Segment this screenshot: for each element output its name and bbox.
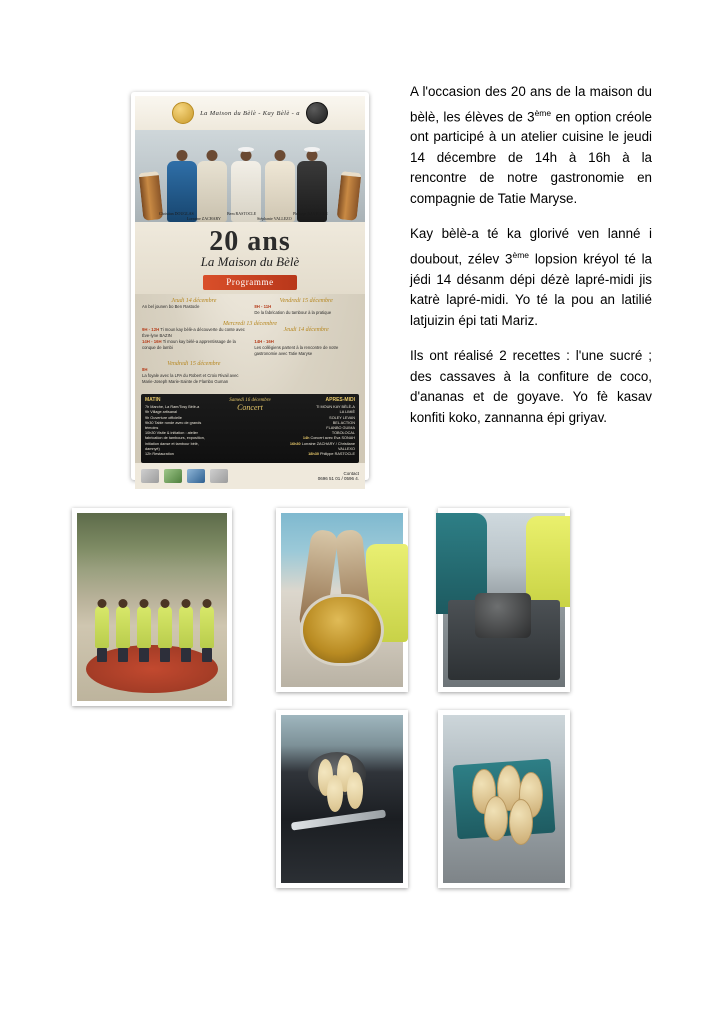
schedule-day-3-hour-2: 14H - 16H	[142, 339, 162, 344]
poster-schedule	[135, 294, 365, 391]
student-figure	[95, 606, 109, 648]
paragraph-2-post: lopsion kréyol té la jédi 14 désanm dépi dézè lapré-midi jis katrè lapré-midi. Yo té la pou an latilié latjuizin épi tati Mariz.	[410, 251, 653, 328]
photo-pot	[438, 508, 570, 692]
copper-bowl	[300, 594, 384, 666]
concert-morning-item-1: 7h Marche, La Ram/Tosy Bèlè-a	[145, 405, 200, 410]
paragraph-1-sup: ème	[534, 107, 552, 118]
photo-pan	[276, 710, 408, 888]
schedule-day-3-line-2: Ti moun kay bèlè-a apprentissage de la conque de lambi	[142, 339, 236, 350]
photo-bowl	[276, 508, 408, 692]
poster-programme-label: Programme	[203, 275, 297, 290]
photo-tray-image	[443, 715, 565, 883]
article-paragraph-1	[410, 82, 652, 209]
article-paragraph-2	[410, 224, 652, 331]
partner-logo-icon	[306, 102, 328, 124]
schedule-day-2-line-1: De la fabrication du tambour à la pratique	[254, 310, 332, 315]
poster-years-title: 20 ans	[209, 226, 291, 257]
schedule-day-3-line-1: Ti moun kay bèlè-a découverte du conte avec Éve-lyne BAZIN	[142, 327, 245, 338]
schedule-day-4-title: Jeudi 14 décembre	[283, 327, 329, 333]
cassave-cake	[347, 772, 363, 809]
schedule-day-2-title: Vendredi 15 décembre	[279, 298, 333, 304]
photo-pan-image	[281, 715, 403, 883]
photo-group	[72, 508, 232, 706]
concert-afternoon-item-1: TI MOUN KAY BÈLÈ-A	[316, 405, 355, 410]
poster-header	[135, 96, 365, 130]
concert-afternoon-item-2: LA LIMIÈ	[339, 410, 355, 415]
student-figure	[200, 606, 214, 648]
schedule-day-1-line-1: An bel jounen bo Ben Rastocle	[142, 304, 200, 309]
student-figure	[158, 606, 172, 648]
poster-title-block	[135, 222, 365, 294]
concert-date-title: Samedi 16 décembre	[229, 398, 271, 403]
performer-figure-2	[197, 152, 227, 222]
paragraph-1-pre: A l'occasion des 20 ans de la maison du bèlè, les élèves de 3	[410, 84, 652, 124]
concert-morning-item-6: 12h Restauration	[145, 452, 174, 457]
performer-figure-4	[265, 152, 295, 222]
concert-title: Concert	[237, 403, 263, 413]
sponsor-logo-2-icon	[164, 469, 182, 483]
poster-footer	[135, 463, 365, 489]
article-paragraph-3: Ils ont réalisé 2 recettes : l'une sucré ; des cassaves à la confiture de coco, d'ananas et de goyave. Yo fè kasav konfiti koko, zannanna épi griyav.	[410, 348, 652, 425]
schedule-day-2-hour-1: 8H - 11H	[254, 304, 272, 309]
student-figure	[179, 606, 193, 648]
photo-tray	[438, 710, 570, 888]
schedule-day-5-hour-1: 8H	[142, 367, 148, 372]
pan-handle	[291, 809, 386, 831]
poster-concert-block	[141, 394, 359, 463]
article-text-column	[410, 82, 652, 443]
poster-contact	[318, 471, 359, 482]
concert-afternoon-time-7: 14h	[302, 436, 310, 441]
cooking-pot	[475, 593, 531, 638]
performer-name-3: Bem RASTOCLE	[227, 211, 257, 216]
contact-phones: 0696 51 01 / 0596 4.	[317, 476, 359, 482]
performer-name-1: Christian DOUGLAS	[159, 211, 194, 216]
poster-canvas	[135, 96, 365, 482]
schedule-day-1	[142, 298, 246, 318]
schedule-day-5-title: Vendredi 15 décembre	[167, 361, 221, 367]
yellow-sleeve	[526, 516, 570, 606]
schedule-day-3-hour-1: 9H - 12H	[142, 327, 160, 332]
maison-bele-logo-icon	[172, 102, 194, 124]
concert-morning-item-4: 9h30 Table ronde avec de grands témoins	[145, 420, 202, 431]
concert-afternoon-item-9: Philippe RASTOCLE	[320, 452, 355, 457]
concert-afternoon-time-8: 16h30	[289, 441, 301, 446]
concert-center	[215, 398, 284, 457]
student-figure	[116, 606, 130, 648]
event-poster	[131, 92, 369, 480]
concert-afternoon-label: APRES-MIDI	[325, 397, 355, 403]
cassave-filled	[509, 799, 533, 845]
poster-header-title: La Maison du Bèlè - Kay Bèlè - a	[200, 109, 300, 117]
student-figure	[137, 606, 151, 648]
concert-afternoon-item-3: SOLEY LEVAN	[329, 415, 355, 420]
schedule-day-3-title: Mercredi 13 décembre	[223, 321, 277, 327]
concert-afternoon-item-5: FLANBO GUIMA	[326, 426, 355, 431]
paragraph-2-pre: Kay bèlè-a té ka glorivé ven lanné i doubout, zélev 3	[410, 226, 652, 267]
concert-morning-item-2: 9h Village artisanal	[145, 410, 178, 415]
cassave-cake	[327, 775, 343, 812]
schedule-day-4-line-1: Les collégiens partent à la rencontre de notre gastronomie avec Tatie Maryse	[254, 345, 339, 356]
photo-pot-image	[443, 513, 565, 687]
sponsor-logo-3-icon	[187, 469, 205, 483]
concert-afternoon-item-4: BEL ACTION	[332, 420, 355, 425]
concert-afternoon-item-8: Lorraine ZACHARY / Christiane VALLEXO	[301, 441, 355, 451]
concert-afternoon-item-7: Concert avec Eva SONAH	[310, 436, 355, 441]
concert-morning-item-3: 9h Ouverture officielle	[145, 415, 182, 420]
paragraph-2-sup: ème	[512, 249, 530, 260]
performer-name-5: Philippe RASTOCLE	[293, 211, 328, 216]
photo-bowl-image	[281, 513, 403, 687]
concert-morning-item-5: 10h30 Visite & initiation : atelier fabrication de tambours, exposition, initiation danse et tambour bèlè, damnyé)	[145, 431, 205, 451]
document-top-area	[0, 0, 724, 500]
schedule-day-1-title: Jeudi 14 décembre	[171, 298, 217, 304]
concert-afternoon-item-6: TOBOLOCAL	[331, 431, 355, 436]
performer-name-4: Stéphanie VALLEZO	[257, 216, 292, 221]
paragraph-1-post: en option créole ont participé à un atelier cuisine le jeudi 14 décembre de 14h à 16h à la rencontre de notre gastronomie en compagnie de Tatie Maryse.	[410, 108, 652, 206]
drum-icon-right	[337, 171, 362, 221]
concert-afternoon	[286, 398, 355, 457]
contact-label: Contact	[343, 470, 359, 476]
schedule-day-2	[254, 298, 358, 318]
sponsor-logo-1-icon	[141, 469, 159, 483]
concert-morning-label: MATIN	[145, 397, 161, 403]
schedule-day-4-hour-1: 14H - 16H	[254, 339, 274, 344]
schedule-day-5-line-1: La foyale avec la LPA du Robert et Croix Rivail avec Marie-Joseph Marie-Sainte de Flambo Guman	[142, 373, 239, 384]
poster-performers-photo	[135, 130, 365, 222]
poster-subtitle: La Maison du Bèlè	[200, 254, 300, 269]
performer-name-2: Lorraine ZACHARY	[187, 216, 221, 221]
concert-afternoon-time-9: 18h30	[308, 452, 319, 457]
photo-group-image	[77, 513, 227, 701]
concert-morning	[145, 398, 214, 457]
sponsor-logo-4-icon	[210, 469, 228, 483]
